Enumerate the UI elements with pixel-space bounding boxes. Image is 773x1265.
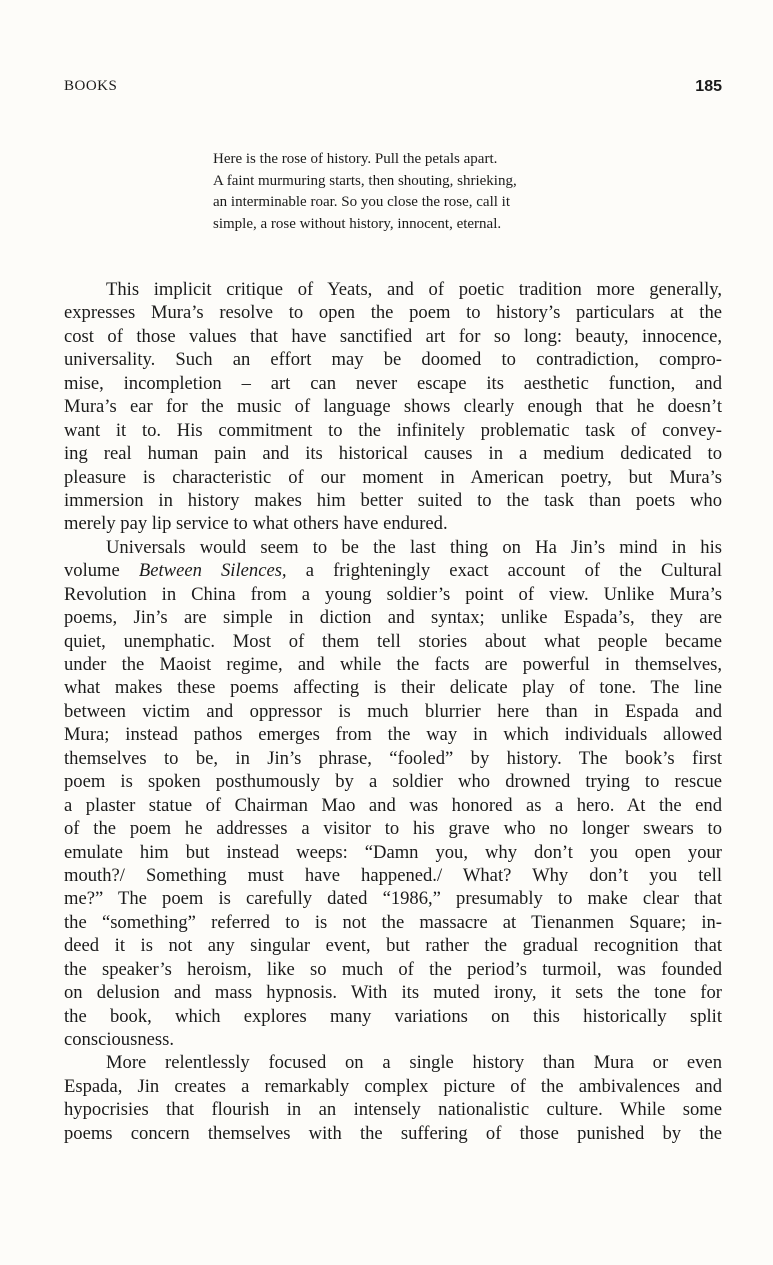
text-line: emulate him but instead weeps: “Damn you, why don’t you open your <box>64 841 722 863</box>
text-line: me?” The poem is carefully dated “1986,” presumably to make clear that <box>64 888 722 910</box>
text-line: pleasure is characteristic of our moment in American poetry, but Mura’s <box>64 466 722 488</box>
text-line: Revolution in China from a young soldier’s point of view. Unlike Mura’s <box>64 583 722 605</box>
text-line: Espada, Jin creates a remarkably complex picture of the ambivalences and <box>64 1075 722 1097</box>
text-line: This implicit critique of Yeats, and of poetic tradition more generally, <box>106 279 722 300</box>
text-line: on delusion and mass hypnosis. With its muted irony, it sets the tone for <box>64 982 722 1004</box>
epigraph-line: simple, a rose without history, innocent, eternal. <box>213 215 502 232</box>
text-line: cost of those values that have sanctified art for so long: beauty, innocence, <box>64 325 722 347</box>
text-line: ing real human pain and its historical causes in a medium dedicated to <box>64 443 722 465</box>
book-title: Between Silences, <box>138 560 287 582</box>
text-fragment: a frighteningly exact account of the Cultural <box>286 560 722 582</box>
paragraph <box>64 536 722 1052</box>
paragraph <box>64 1051 722 1145</box>
text-line: Universals would seem to be the last thing on Ha Jin’s mind in his <box>106 536 722 558</box>
text-line: consciousness. <box>64 1029 175 1050</box>
poem-epigraph <box>213 149 653 235</box>
text-line: deed it is not any singular event, but rather the gradual recognition that <box>64 935 722 957</box>
text-line: More relentlessly focused on a single history than Mura or even <box>106 1052 722 1074</box>
text-line: immersion in history makes him better suited to the task than poets who <box>64 489 722 511</box>
text-line: merely pay lip service to what others have endured. <box>64 513 448 535</box>
epigraph-line: Here is the rose of history. Pull the petals apart. <box>213 151 498 167</box>
text-line: universality. Such an effort may be doomed to contradiction, compro- <box>64 349 722 371</box>
text-line: mouth?/ Something must have happened./ What? Why don’t you tell <box>64 864 722 886</box>
text-line: what makes these poems affecting is their delicate play of tone. The line <box>64 677 722 699</box>
section-name: BOOKS <box>64 78 118 94</box>
text-line: themselves to be, in Jin’s phrase, “fooled” by history. The book’s first <box>64 747 722 769</box>
page-number: 185 <box>695 78 722 95</box>
text-line: poems, Jin’s are simple in diction and syntax; unlike Espada’s, they are <box>64 607 722 629</box>
text-line: mise, incompletion – art can never escape its aesthetic function, and <box>64 372 722 394</box>
text-line: want it to. His commitment to the infinitely problematic task of convey- <box>64 419 722 441</box>
text-line: of the poem he addresses a visitor to his grave who no longer swears to <box>64 818 722 840</box>
text-line-with-title <box>64 559 722 582</box>
text-line: hypocrisies that flourish in an intensely nationalistic culture. While some <box>64 1099 722 1121</box>
text-line: quiet, unemphatic. Most of them tell stories about what people became <box>64 630 722 652</box>
text-line: between victim and oppressor is much blurrier here than in Espada and <box>64 700 722 722</box>
text-line: Mura’s ear for the music of language shows clearly enough that he doesn’t <box>64 396 722 418</box>
text-line: expresses Mura’s resolve to open the poem to history’s particulars at the <box>64 302 722 324</box>
text-line: the “something” referred to is not the massacre at Tienanmen Square; in- <box>64 911 722 933</box>
text-line: a plaster statue of Chairman Mao and was honored as a hero. At the end <box>64 794 722 816</box>
text-line: poems concern themselves with the suffering of those punished by the <box>64 1122 722 1144</box>
epigraph-line: A faint murmuring starts, then shouting, shrieking, <box>213 172 517 189</box>
text-line: under the Maoist regime, and while the facts are powerful in themselves, <box>64 654 722 675</box>
paragraph <box>64 278 722 536</box>
text-line: Mura; instead pathos emerges from the way in which individuals allowed <box>64 724 722 746</box>
text-line: the speaker’s heroism, like so much of the period’s turmoil, was founded <box>64 958 722 980</box>
text-fragment: volume <box>64 560 139 582</box>
text-line: poem is spoken posthumously by a soldier who drowned trying to rescue <box>64 771 722 793</box>
text-line: the book, which explores many variations on this historically split <box>64 1005 722 1027</box>
epigraph-line: an interminable roar. So you close the rose, call it <box>213 194 510 210</box>
running-head <box>64 78 722 100</box>
body-text <box>64 278 722 1145</box>
